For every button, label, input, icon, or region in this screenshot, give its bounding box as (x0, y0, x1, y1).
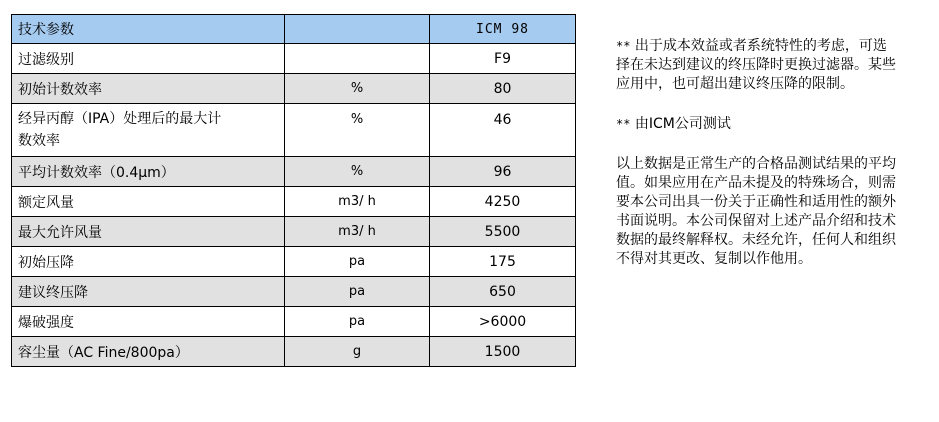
param-unit: m3/ h (285, 217, 430, 247)
param-value: 4250 (430, 187, 576, 217)
note-mark: ** (616, 117, 631, 131)
spec-table (11, 14, 576, 367)
table-row (12, 157, 576, 187)
param-unit: % (285, 104, 430, 157)
param-unit (285, 44, 430, 74)
param-unit: % (285, 74, 430, 104)
param-value: 80 (430, 74, 576, 104)
table-row (12, 247, 576, 277)
param-value: 96 (430, 157, 576, 187)
table-row (12, 217, 576, 247)
table-row (12, 74, 576, 104)
table-row (12, 44, 576, 74)
note-text: 由ICM公司测试 (630, 116, 731, 132)
note-cost-benefit (616, 37, 898, 94)
param-unit: pa (285, 307, 430, 337)
param-unit: pa (285, 277, 430, 307)
note-disclaimer: 以上数据是正常生产的合格品测试结果的平均值。如果应用在产品未提及的特殊场合，则需要本公司出具一份关于正确性和适用性的额外书面说明。本公司保留对上述产品介绍和技术数据的最终解释权。未经允许，任何人和组织不得对其更改、复制以作他用。 (616, 156, 896, 267)
table-row (12, 337, 576, 367)
param-unit: m3/ h (285, 187, 430, 217)
table-row (12, 104, 576, 157)
note-text: 出于成本效益或者系统特性的考虑，可选择在未达到建议的终压降时更换过滤器。某些应用中，也可超出建议终压降的限制。 (616, 38, 896, 92)
param-name: 最大允许风量 (12, 217, 285, 247)
param-name (12, 104, 285, 157)
param-value: 46 (430, 104, 576, 157)
param-name: 初始计数效率 (12, 74, 285, 104)
param-name: 爆破强度 (12, 307, 285, 337)
param-value: 1500 (430, 337, 576, 367)
param-unit: pa (285, 247, 430, 277)
param-name: 过滤级别 (12, 44, 285, 74)
param-name: 建议终压降 (12, 277, 285, 307)
header-param-name: 技术参数 (12, 15, 285, 44)
param-name: 容尘量（AC Fine/800pa） (12, 337, 285, 367)
param-value: 5500 (430, 217, 576, 247)
header-model: ICM 98 (430, 15, 576, 44)
note-tested-by (616, 115, 898, 134)
header-unit (285, 15, 430, 44)
param-name-line2: 数效率 (18, 133, 60, 149)
table-row (12, 277, 576, 307)
note-mark: ** (616, 39, 631, 53)
param-name: 初始压降 (12, 247, 285, 277)
param-unit: % (285, 157, 430, 187)
param-unit: g (285, 337, 430, 367)
notes-panel (616, 37, 898, 269)
param-value: F9 (430, 44, 576, 74)
table-row (12, 187, 576, 217)
param-value: 650 (430, 277, 576, 307)
param-name: 平均计数效率（0.4μm） (12, 157, 285, 187)
param-name: 额定风量 (12, 187, 285, 217)
param-name-line1: 经异丙醇（IPA）处理后的最大计 (18, 111, 222, 127)
table-row (12, 307, 576, 337)
table-header-row (12, 15, 576, 44)
param-value: 175 (430, 247, 576, 277)
param-value: >6000 (430, 307, 576, 337)
